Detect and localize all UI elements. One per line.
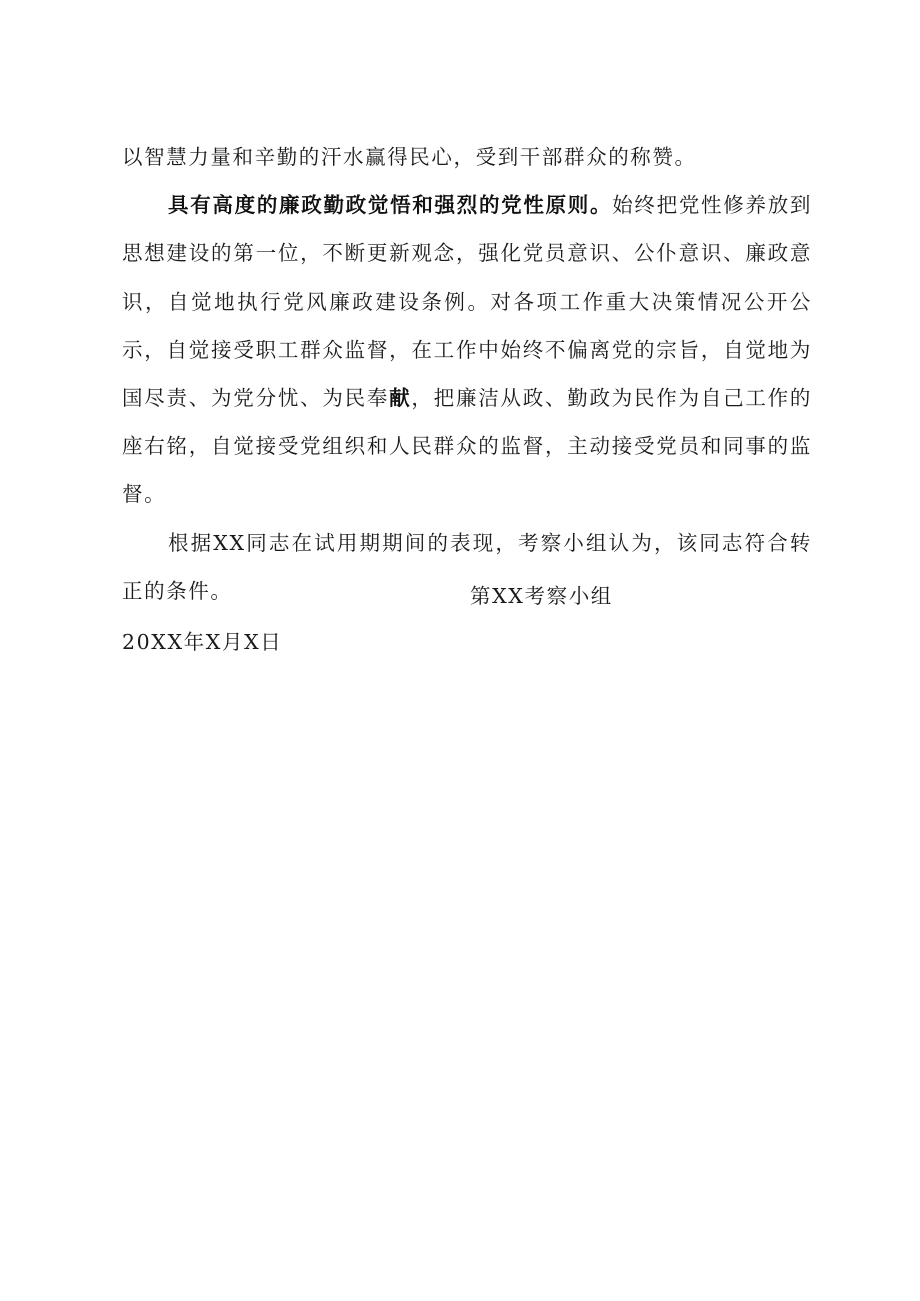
paragraph-integrity-heading: 具有高度的廉政勤政觉悟和强烈的党性原则。 [168, 193, 613, 218]
paragraph-conclusion-text: 根据XX同志在试用期期间的表现，考察小组认为，该同志符合转正的条件。 [122, 530, 812, 603]
paragraph-integrity-text-a: 始终把党性修养放到思想建设的第一位，不断更新观念，强化党员意识、公仆意识、廉政意识，自觉地执行党风廉政建设条例。对各项工作重大决策情况公开公示，自觉接受职工群众监督，在工作中始终不偏离党的宗旨，自觉地为国尽责、为党分忧、为民奉 [122, 193, 813, 411]
paragraph-praise [122, 133, 812, 181]
paragraph-conclusion [122, 519, 812, 615]
paragraph-praise-text: 以智慧力量和辛勤的汗水赢得民心，受到干部群众的称赞。 [122, 145, 697, 169]
signature-date: 20XX年X月X日 [122, 630, 283, 654]
paragraph-integrity-bold-char: 献 [389, 386, 412, 411]
signature-group: 第XX考察小组 [470, 584, 613, 608]
paragraph-integrity [122, 181, 812, 518]
paragraph-integrity-text-b: ，把廉洁从政、勤政为民作为自己工作的座右铭，自觉接受党组织和人民群众的监督，主动接受党员和同事的监督。 [122, 386, 812, 507]
document-body [122, 133, 812, 615]
